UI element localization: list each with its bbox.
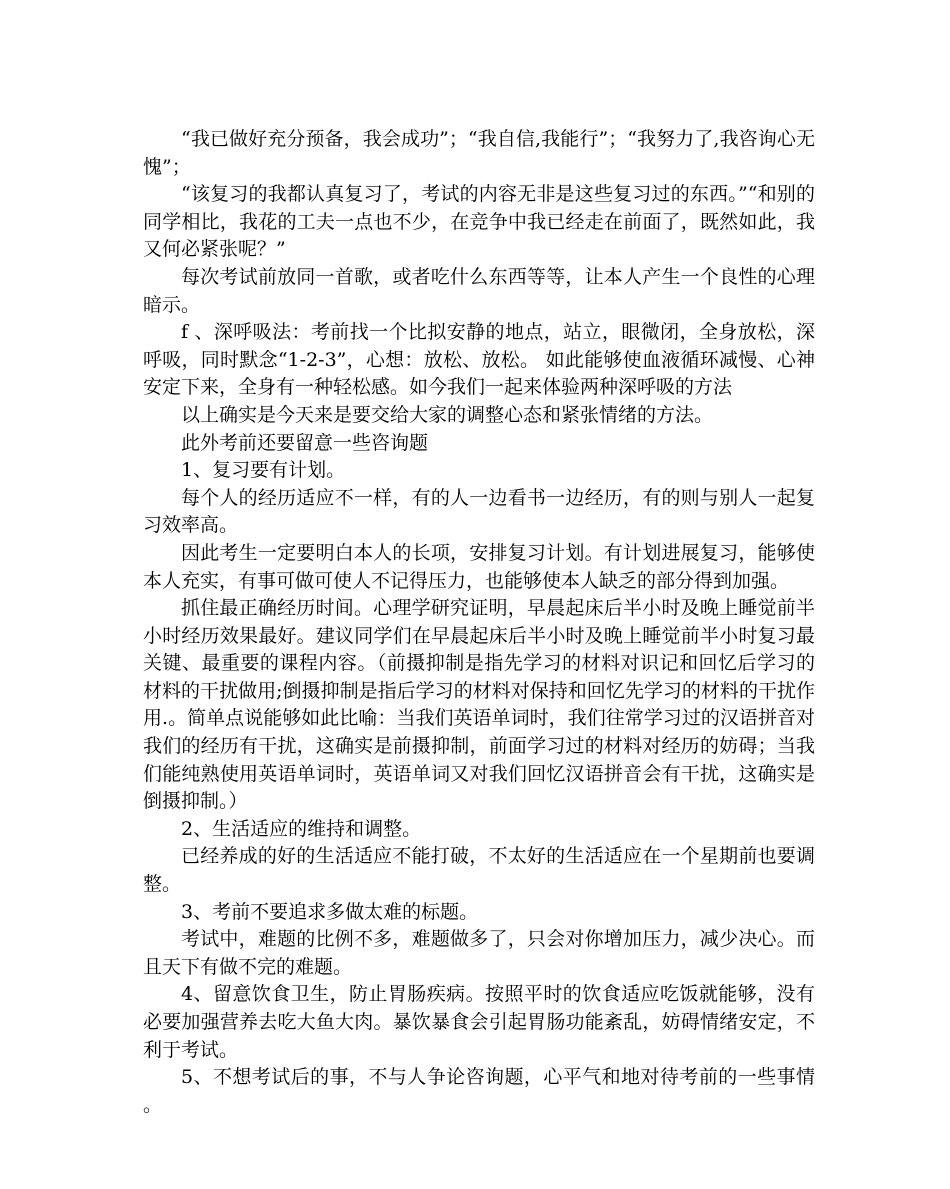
paragraph-summary: 以上确实是今天来是要交给大家的调整心态和紧张情绪的方法。 bbox=[181, 403, 714, 426]
paragraph-psychological-cue: 每次考试前放同一首歌，或者吃什么东西等等，让本人产生一个良性的心理暗示。 bbox=[143, 265, 815, 316]
paragraph-self-affirmations: “我已做好充分预备，我会成功”；“我自信,我能行”；“我努力了,我咨询心无愧”； bbox=[143, 128, 815, 178]
paragraph-memory-habits: 每个人的经历适应不一样，有的人一边看书一边经历，有的则与别人一起复习效率高。 bbox=[143, 486, 815, 537]
paragraph-best-memory-time: 抓住最正确经历时间。心理学研究证明，早晨起床后半小时及晚上睡觉前半小时经历效果最好。建议同学们在早晨起床后半小时及晚上睡觉前半小时复习最关键、最重要的课程内容。（前摄抑制是指先学习的材料对识记和回忆后学习的材料的干扰做用;倒摄抑制是指后学习的材料对保持和回忆先学习的材料的干扰作用.。简单点说能够如此比喻：当我们英语单词时，我们往常学习过的汉语拼音对我们的经历有干扰，这确实是前摄抑制，前面学习过的材料对经历的妨碍；当我们能纯熟使用英语单词时，英语单词又对我们回忆汉语拼音会有干扰，这确实是倒摄抑制。） bbox=[143, 597, 815, 813]
heading-review-plan: 1、复习要有计划。 bbox=[181, 459, 346, 482]
paragraph-other-issues-intro: 此外考前还要留意一些咨询题 bbox=[181, 431, 429, 454]
paragraph-know-strengths: 因此考生一定要明白本人的长项，安排复习计划。有计划进展复习，能够使本人充实，有事可做可使人不记得压力，也能够使本人缺乏的部分得到加强。 bbox=[143, 541, 815, 592]
heading-living-habits: 2、生活适应的维持和调整。 bbox=[181, 817, 422, 840]
heading-avoid-hard-questions: 3、考前不要追求多做太难的标题。 bbox=[181, 900, 479, 923]
document-body bbox=[143, 126, 815, 1119]
paragraph-review-reassurance: “该复习的我都认真复习了，考试的内容无非是这些复习过的东西。”“和别的同学相比，我花的工夫一点也不少，在竞争中我已经走在前面了，既然如此，我又何必紧张呢？” bbox=[143, 183, 815, 261]
paragraph-hard-questions: 考试中，难题的比例不多，难题做多了，只会对你增加压力，减少决心。而且天下有做不完的难题。 bbox=[143, 928, 815, 978]
paragraph-deep-breathing: f 、深呼吸法：考前找一个比拟安静的地点，站立，眼微闭，全身放松，深呼吸，同时默念“1-2-3”，心想：放松、放松。 如此能够使血液循环减慢、心神安定下来，全身有一种轻松感。如今我们一起来体验两种深呼吸的方法 bbox=[143, 321, 815, 399]
paragraph-calm-attitude: 5、不想考试后的事，不与人争论咨询题，心平气和地对待考前的一些事情。 bbox=[143, 1066, 815, 1116]
paragraph-living-habits: 已经养成的好的生活适应不能打破，不太好的生活适应在一个星期前也要调整。 bbox=[143, 845, 815, 896]
paragraph-diet-hygiene: 4、留意饮食卫生，防止胃肠疾病。按照平时的饮食适应吃饭就能够，没有必要加强营养去吃大鱼大肉。暴饮暴食会引起胃肠功能紊乱，妨碍情绪安定，不利于考试。 bbox=[143, 983, 815, 1061]
